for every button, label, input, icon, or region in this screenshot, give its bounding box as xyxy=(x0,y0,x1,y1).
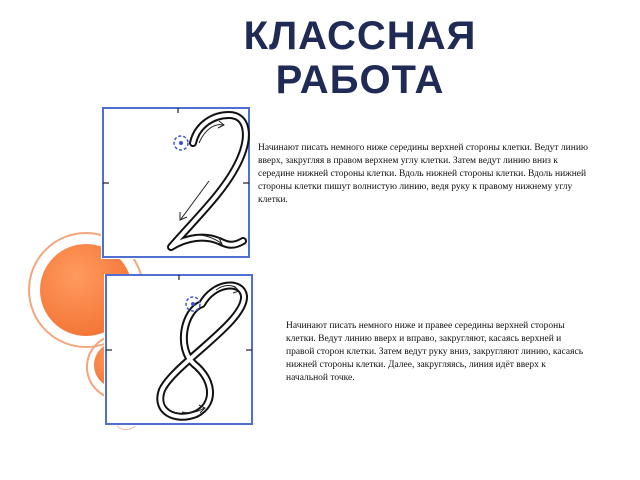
digit-two-cell xyxy=(101,107,251,259)
digit-eight-description: Начинают писать немного ниже и правее середины верхней стороны клетки. Ведут линию вверх и вправо, закругляют, касаясь верхней и правой сторон клетки. Затем ведут руку вниз, закругляют линию, касаясь нижней стороны клетки. Далее, закругляясь, линия идёт вверх к начальной точке. xyxy=(286,321,584,383)
digit-eight-cell xyxy=(104,274,254,426)
digit-two-description: Начинают писать немного ниже середины верхней стороны клетки. Ведут линию вверх, закругляя в правом верхнем углу клетки. Затем ведут линию вниз к середине нижней стороны клетки. Вдоль нижней стороны клетки. Вдоль нижней стороны клетки пишут волнистую линию, ведя руку к правому нижнему углу клетки. xyxy=(258,143,589,205)
title-line-2: РАБОТА xyxy=(275,58,445,102)
title-line-1: КЛАССНАЯ xyxy=(243,14,477,58)
slide-title xyxy=(200,14,520,102)
